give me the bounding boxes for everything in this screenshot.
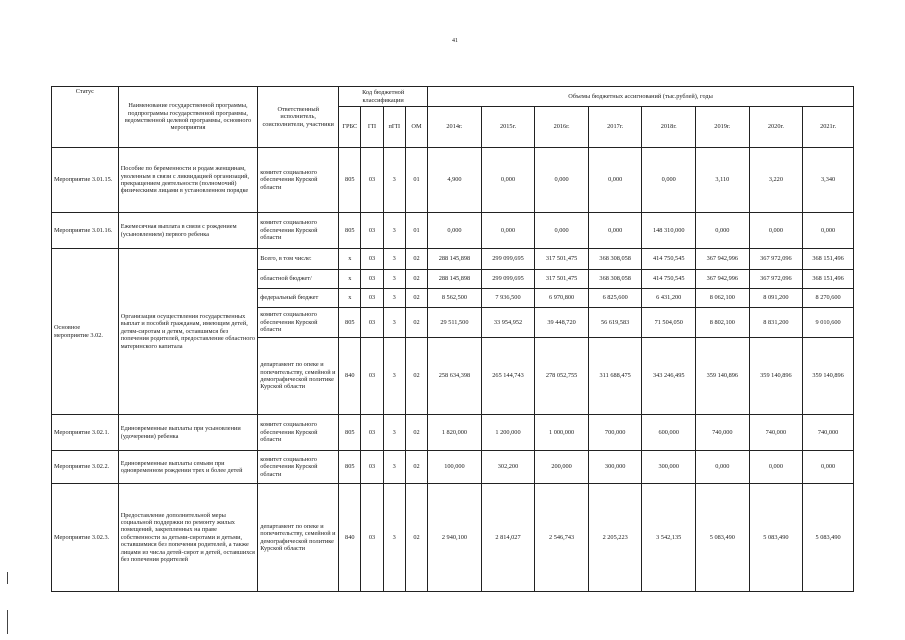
cell-value: 3 542,135 xyxy=(642,484,696,592)
header-code-gp: ГП xyxy=(361,107,383,148)
cell-executor: комитет социального обеспечения Курской области xyxy=(258,213,339,249)
cell-value: 0,000 xyxy=(696,213,750,249)
cell-value: 8 091,200 xyxy=(749,289,803,308)
cell-pgp: 3 xyxy=(383,270,405,289)
cell-value: 2 205,223 xyxy=(588,484,642,592)
cell-value: 311 688,475 xyxy=(588,338,642,415)
header-budget-code: Код бюджетной классификации xyxy=(339,87,428,107)
cell-value: 368 308,058 xyxy=(588,270,642,289)
cell-om: 02 xyxy=(405,338,427,415)
table-row xyxy=(52,484,854,592)
header-code-pgp: пГП xyxy=(383,107,405,148)
cell-om: 01 xyxy=(405,148,427,213)
cell-grbs: x xyxy=(339,270,361,289)
cell-value: 0,000 xyxy=(803,213,854,249)
cell-value: 2 546,743 xyxy=(535,484,589,592)
cell-value: 299 099,695 xyxy=(481,249,535,270)
cell-value: 39 448,720 xyxy=(535,308,589,338)
table-row xyxy=(52,415,854,451)
cell-value: 71 504,050 xyxy=(642,308,696,338)
cell-executor: федеральный бюджет xyxy=(258,289,339,308)
cell-value: 6 825,600 xyxy=(588,289,642,308)
cell-value: 0,000 xyxy=(803,451,854,484)
cell-value: 367 972,096 xyxy=(749,249,803,270)
cell-program-name: Организация осуществления государственных выплат и пособий гражданам, имеющим детей, детям-сиротам и детям, оставшимся без попечения родителей, предоставление областного материнского капитала xyxy=(118,249,258,415)
margin-mark xyxy=(7,572,8,584)
cell-value: 8 831,200 xyxy=(749,308,803,338)
cell-value: 359 140,896 xyxy=(696,338,750,415)
cell-pgp: 3 xyxy=(383,213,405,249)
cell-value: 258 634,398 xyxy=(428,338,482,415)
cell-om: 02 xyxy=(405,308,427,338)
cell-program-name: Единовременные выплаты семьям при одновременном рождении трех и более детей xyxy=(118,451,258,484)
cell-value: 9 010,600 xyxy=(803,308,854,338)
cell-value: 7 936,500 xyxy=(481,289,535,308)
cell-executor: комитет социального обеспечения Курской области xyxy=(258,415,339,451)
cell-value: 2 940,100 xyxy=(428,484,482,592)
cell-value: 4,900 xyxy=(428,148,482,213)
cell-gp: 03 xyxy=(361,289,383,308)
cell-om: 02 xyxy=(405,415,427,451)
budget-table xyxy=(51,86,854,592)
cell-value: 5 083,490 xyxy=(749,484,803,592)
cell-value: 367 942,996 xyxy=(696,270,750,289)
cell-value: 367 972,096 xyxy=(749,270,803,289)
cell-value: 6 431,200 xyxy=(642,289,696,308)
header-year: 2017г. xyxy=(588,107,642,148)
cell-grbs: 840 xyxy=(339,484,361,592)
cell-pgp: 3 xyxy=(383,338,405,415)
cell-value: 0,000 xyxy=(481,213,535,249)
cell-program-name: Ежемесячная выплата в связи с рождением (усыновлением) первого ребенка xyxy=(118,213,258,249)
table-row xyxy=(52,451,854,484)
header-year: 2018г. xyxy=(642,107,696,148)
cell-grbs: x xyxy=(339,249,361,270)
cell-grbs: x xyxy=(339,289,361,308)
cell-om: 02 xyxy=(405,451,427,484)
cell-value: 0,000 xyxy=(749,213,803,249)
cell-value: 300,000 xyxy=(588,451,642,484)
cell-executor: комитет социального обеспечения Курской области xyxy=(258,308,339,338)
cell-value: 265 144,743 xyxy=(481,338,535,415)
cell-gp: 03 xyxy=(361,484,383,592)
header-code-grbs: ГРБС xyxy=(339,107,361,148)
cell-value: 8 802,100 xyxy=(696,308,750,338)
cell-value: 414 750,545 xyxy=(642,270,696,289)
cell-executor: комитет социального обеспечения Курской области xyxy=(258,451,339,484)
page-number: 41 xyxy=(452,38,458,44)
cell-value: 0,000 xyxy=(535,213,589,249)
cell-value: 29 511,500 xyxy=(428,308,482,338)
cell-value: 0,000 xyxy=(481,148,535,213)
header-year: 2020г. xyxy=(749,107,803,148)
cell-value: 368 151,496 xyxy=(803,270,854,289)
cell-value: 302,200 xyxy=(481,451,535,484)
cell-pgp: 3 xyxy=(383,148,405,213)
cell-status: Основное мероприятие 3.02. xyxy=(52,249,119,415)
cell-program-name: Предоставление дополнительной меры социальной поддержки по ремонту жилых помещений, закрепленных на праве собственности за детьми-сиротами и детьми, оставшимися без попечения родителей, а также лицами из числа детей-сирот и детей, оставшихся без попечения родителей xyxy=(118,484,258,592)
cell-executor: комитет социального обеспечения Курской области xyxy=(258,148,339,213)
cell-gp: 03 xyxy=(361,451,383,484)
cell-value: 288 145,898 xyxy=(428,270,482,289)
header-year: 2015г. xyxy=(481,107,535,148)
header-program-name: Наименование государственной программы, подпрограммы государственной программы, ведомственной целевой программы, основного мероприятия xyxy=(118,87,258,148)
cell-value: 317 501,475 xyxy=(535,270,589,289)
cell-value: 56 619,583 xyxy=(588,308,642,338)
margin-mark xyxy=(7,610,8,634)
table-row xyxy=(52,249,854,270)
cell-gp: 03 xyxy=(361,270,383,289)
header-year: 2014г. xyxy=(428,107,482,148)
cell-value: 0,000 xyxy=(535,148,589,213)
cell-value: 367 942,996 xyxy=(696,249,750,270)
cell-grbs: 805 xyxy=(339,213,361,249)
cell-value: 359 140,896 xyxy=(803,338,854,415)
cell-status: Мероприятие 3.01.16. xyxy=(52,213,119,249)
cell-om: 02 xyxy=(405,249,427,270)
cell-program-name: Пособие по беременности и родам женщинам, уволенным в связи с ликвидацией организаций, прекращением деятельности (полномочий) физическими лицами в установленном порядке xyxy=(118,148,258,213)
cell-pgp: 3 xyxy=(383,289,405,308)
cell-value: 0,000 xyxy=(428,213,482,249)
cell-value: 740,000 xyxy=(803,415,854,451)
cell-status: Мероприятие 3.01.15. xyxy=(52,148,119,213)
cell-om: 01 xyxy=(405,213,427,249)
cell-pgp: 3 xyxy=(383,415,405,451)
cell-value: 368 151,496 xyxy=(803,249,854,270)
header-volumes: Объемы бюджетных ассигнований (тыс.рублей), годы xyxy=(428,87,854,107)
cell-value: 299 099,695 xyxy=(481,270,535,289)
cell-gp: 03 xyxy=(361,249,383,270)
cell-value: 288 145,898 xyxy=(428,249,482,270)
cell-value: 414 750,545 xyxy=(642,249,696,270)
cell-executor: Всего, в том числе: xyxy=(258,249,339,270)
header-executor: Ответственный исполнитель, соисполнители, участники xyxy=(258,87,339,148)
table-header-row xyxy=(52,87,854,107)
cell-om: 02 xyxy=(405,484,427,592)
cell-status: Мероприятие 3.02.3. xyxy=(52,484,119,592)
cell-value: 343 246,495 xyxy=(642,338,696,415)
table-row xyxy=(52,148,854,213)
cell-gp: 03 xyxy=(361,338,383,415)
cell-gp: 03 xyxy=(361,308,383,338)
cell-value: 359 140,896 xyxy=(749,338,803,415)
cell-grbs: 805 xyxy=(339,451,361,484)
cell-value: 278 052,755 xyxy=(535,338,589,415)
cell-value: 0,000 xyxy=(588,213,642,249)
cell-value: 3,340 xyxy=(803,148,854,213)
table-row xyxy=(52,213,854,249)
header-year: 2016г. xyxy=(535,107,589,148)
cell-value: 600,000 xyxy=(642,415,696,451)
cell-value: 368 308,058 xyxy=(588,249,642,270)
cell-gp: 03 xyxy=(361,213,383,249)
cell-value: 300,000 xyxy=(642,451,696,484)
cell-value: 317 501,475 xyxy=(535,249,589,270)
cell-value: 3,110 xyxy=(696,148,750,213)
cell-value: 0,000 xyxy=(642,148,696,213)
header-year: 2021г. xyxy=(803,107,854,148)
header-status: Статус xyxy=(52,87,119,148)
cell-executor: департамент по опеке и попечительству, семейной и демографической политике Курской области xyxy=(258,484,339,592)
cell-om: 02 xyxy=(405,289,427,308)
cell-pgp: 3 xyxy=(383,308,405,338)
cell-value: 100,000 xyxy=(428,451,482,484)
header-code-om: ОМ xyxy=(405,107,427,148)
cell-value: 8 562,500 xyxy=(428,289,482,308)
cell-value: 5 083,490 xyxy=(803,484,854,592)
cell-value: 740,000 xyxy=(749,415,803,451)
cell-om: 02 xyxy=(405,270,427,289)
cell-value: 3,220 xyxy=(749,148,803,213)
cell-status: Мероприятие 3.02.2. xyxy=(52,451,119,484)
cell-grbs: 840 xyxy=(339,338,361,415)
cell-value: 700,000 xyxy=(588,415,642,451)
cell-grbs: 805 xyxy=(339,148,361,213)
cell-value: 0,000 xyxy=(749,451,803,484)
cell-value: 200,000 xyxy=(535,451,589,484)
cell-gp: 03 xyxy=(361,148,383,213)
cell-value: 1 820,000 xyxy=(428,415,482,451)
cell-pgp: 3 xyxy=(383,484,405,592)
cell-grbs: 805 xyxy=(339,308,361,338)
cell-program-name: Единовременные выплаты при усыновлении (удочерении) ребенка xyxy=(118,415,258,451)
cell-value: 1 000,000 xyxy=(535,415,589,451)
cell-value: 0,000 xyxy=(588,148,642,213)
cell-value: 5 083,490 xyxy=(696,484,750,592)
cell-value: 33 954,952 xyxy=(481,308,535,338)
cell-value: 0,000 xyxy=(696,451,750,484)
cell-value: 740,000 xyxy=(696,415,750,451)
cell-gp: 03 xyxy=(361,415,383,451)
cell-executor: департамент по опеке и попечительству, семейной и демографической политике Курской области xyxy=(258,338,339,415)
cell-value: 8 062,100 xyxy=(696,289,750,308)
cell-executor: областной бюджет/ xyxy=(258,270,339,289)
cell-pgp: 3 xyxy=(383,451,405,484)
cell-value: 148 310,000 xyxy=(642,213,696,249)
header-year: 2019г. xyxy=(696,107,750,148)
cell-grbs: 805 xyxy=(339,415,361,451)
cell-value: 6 970,800 xyxy=(535,289,589,308)
cell-value: 8 270,600 xyxy=(803,289,854,308)
cell-value: 1 200,000 xyxy=(481,415,535,451)
cell-status: Мероприятие 3.02.1. xyxy=(52,415,119,451)
cell-value: 2 814,027 xyxy=(481,484,535,592)
cell-pgp: 3 xyxy=(383,249,405,270)
